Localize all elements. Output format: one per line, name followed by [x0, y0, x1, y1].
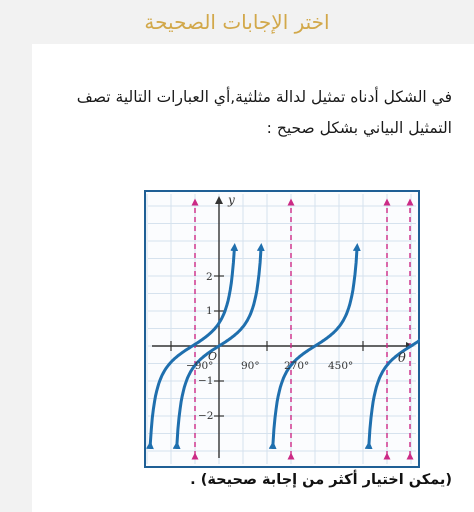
x-tick-label: 270° — [284, 360, 310, 372]
y-axis-label: y — [228, 193, 235, 207]
question-card — [32, 44, 474, 512]
y-tick-label: −1 — [198, 375, 214, 387]
trig-graph — [144, 190, 420, 468]
question-text — [62, 82, 452, 144]
x-tick-label: −90° — [186, 360, 214, 372]
y-tick-label: −2 — [198, 410, 214, 422]
x-tick-label: 450° — [328, 360, 354, 372]
x-tick-label: 90° — [241, 360, 260, 372]
header — [0, 0, 474, 44]
page-title: اختر الإجابات الصحيحة — [144, 10, 330, 34]
origin-label: O — [208, 350, 218, 363]
y-tick-label: 2 — [206, 271, 213, 283]
x-axis-label: θ — [398, 351, 406, 366]
multi-answer-note: (يمكن اختيار أكثر من إجابة صحيحة) . — [190, 472, 452, 488]
y-tick-label: 1 — [206, 305, 213, 317]
question-line-1: في الشكل أدناه تمثيل لدالة مثلثية,أي العبارات التالية تصف — [76, 88, 452, 106]
graph-svg — [144, 190, 420, 468]
question-line-2: التمثيل البياني بشكل صحيح : — [266, 119, 452, 137]
